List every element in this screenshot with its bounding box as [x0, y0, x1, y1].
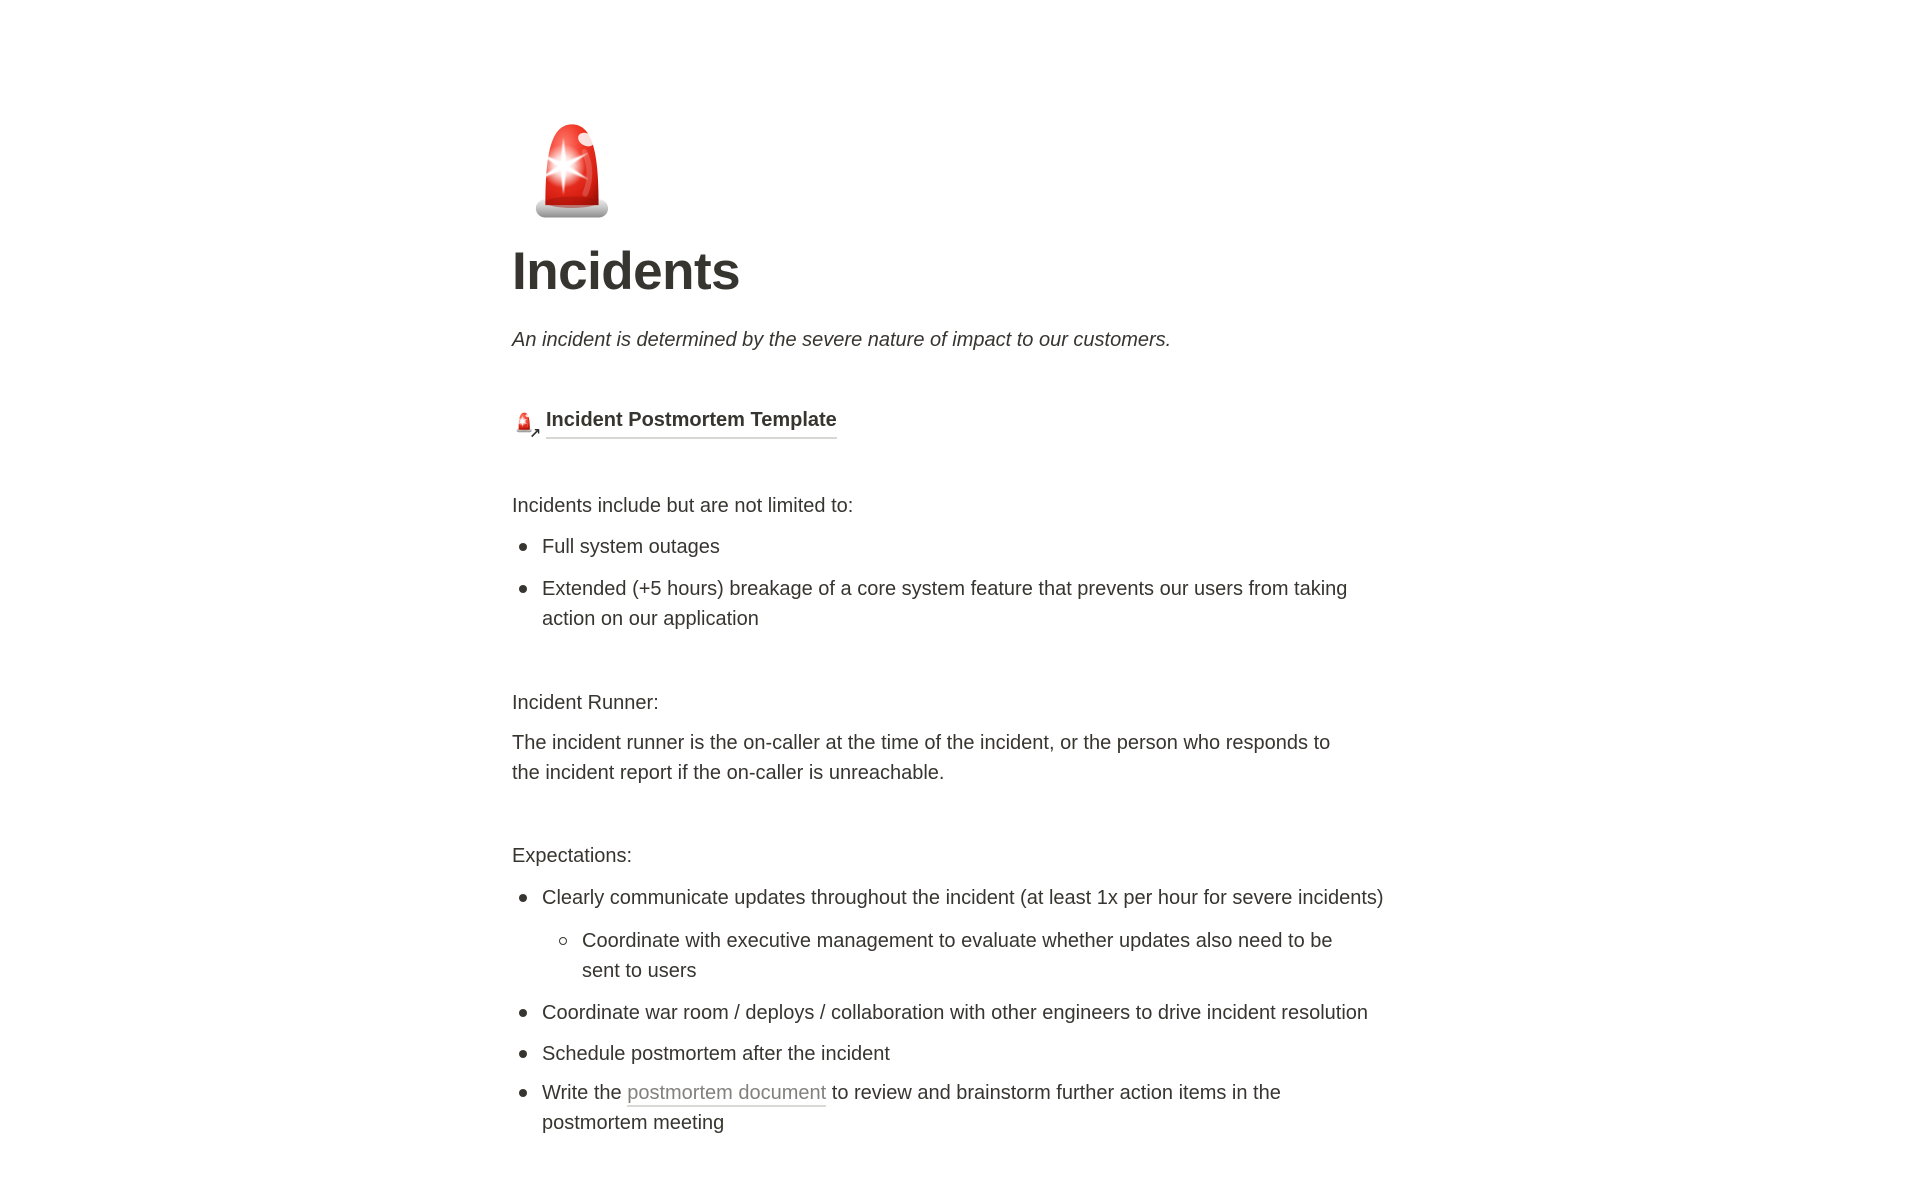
bullet-dot-icon: [519, 1009, 527, 1017]
bullet-dot-icon: [519, 543, 527, 551]
bullet-text-before: Write the: [542, 1082, 628, 1104]
page-subtitle: An incident is determined by the severe nature of impact to our customers.: [512, 329, 1172, 351]
bullet-dot-icon: [519, 894, 527, 902]
bullet-dot-icon: [519, 1089, 527, 1097]
subpage-link-label: Incident Postmortem Template: [546, 405, 837, 439]
expectations-label: Expectations:: [512, 845, 633, 867]
subpage-arrow-icon: ↗: [529, 425, 541, 441]
subpage-link-incident-postmortem-template[interactable]: [512, 405, 837, 439]
bullet-text: Full system outages: [542, 536, 720, 558]
bullet-text: Schedule postmortem after the incident: [542, 1043, 890, 1065]
intro-label: Incidents include but are not limited to:: [512, 495, 854, 517]
intro-bullet-list: [510, 532, 1410, 634]
bullet-item: [510, 883, 1410, 913]
bullet-text-after: to review and brainstorm further action items in the postmortem meeting: [542, 1082, 1281, 1134]
runner-label: Incident Runner:: [512, 692, 659, 714]
bullet-dot-icon: [519, 1050, 527, 1058]
bullet-item: [510, 574, 1410, 634]
bullet-text-with-link: [542, 1078, 1382, 1138]
page-title: Incidents: [512, 242, 741, 301]
runner-body: The incident runner is the on-caller at the time of the incident, or the person who responds to the incident report if the on-caller is unreachable.: [512, 732, 1331, 784]
page-icon[interactable]: [514, 112, 628, 226]
postmortem-document-link[interactable]: postmortem document: [627, 1082, 826, 1107]
bullet-text: Clearly communicate updates throughout the incident (at least 1x per hour for severe incidents): [542, 887, 1384, 909]
bullet-text: Extended (+5 hours) breakage of a core system feature that prevents our users from taking action on our application: [542, 578, 1348, 630]
bullet-text: Coordinate with executive management to evaluate whether updates also need to be sent to users: [582, 930, 1333, 982]
rotating-light-icon: [514, 112, 628, 226]
bullet-item-nested: [510, 926, 1410, 986]
bullet-item: [510, 1078, 1410, 1138]
bullet-text: Coordinate war room / deploys / collaboration with other engineers to drive incident resolution: [542, 1002, 1369, 1024]
bullet-dot-icon: [519, 585, 527, 593]
page-body: [510, 0, 1410, 1138]
bullet-circle-icon: [559, 937, 567, 945]
rotating-light-page-icon: [512, 410, 541, 441]
bullet-item: [510, 1039, 1410, 1069]
expectations-bullet-list: [510, 883, 1410, 1138]
bullet-item: [510, 998, 1410, 1028]
bullet-item: [510, 532, 1410, 562]
